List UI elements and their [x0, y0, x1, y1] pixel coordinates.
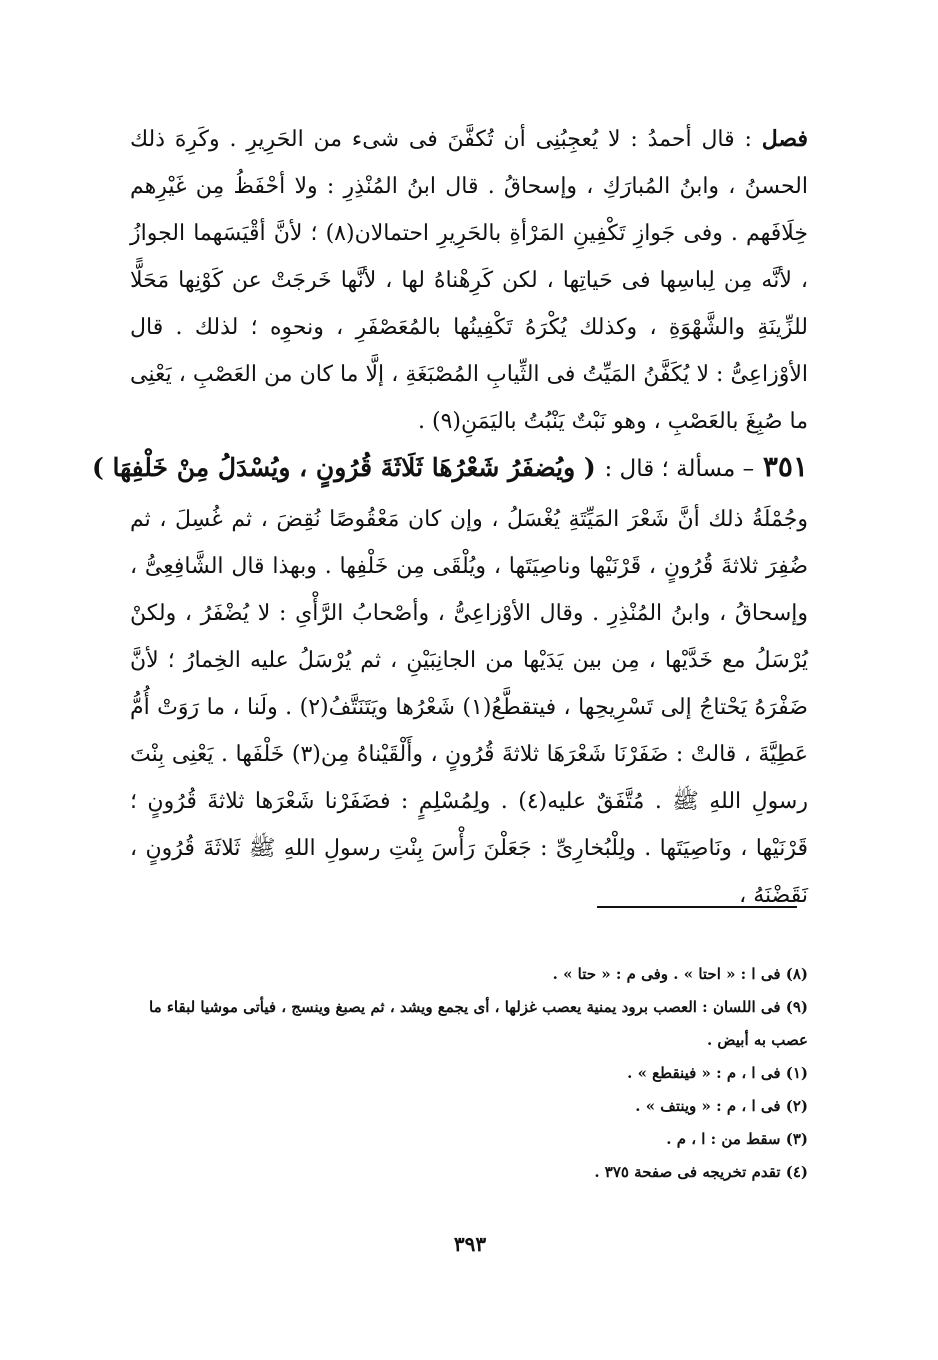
page-number: ٣٩٣	[453, 1232, 487, 1256]
footnote-4: (٤) تقدم تخريجه فى صفحة ٣٧٥ .	[594, 1163, 808, 1181]
footnotes	[130, 958, 808, 1189]
footnote-2: (٢) فى ا ، م : « وينتف » .	[635, 1097, 808, 1115]
masala-heading	[91, 445, 808, 491]
footnote-1: (١) فى ا ، م : « فينقطع » .	[627, 1064, 808, 1082]
masala-label: – مسألة ؛ قال :	[604, 456, 755, 482]
footnote-3: (٣) سقط من : ا ، م .	[666, 1130, 808, 1148]
footnote-divider	[597, 906, 797, 908]
masala-text: ( ويُضفَرُ شَعْرُهَا ثَلَاثَةَ قُرُونٍ ، ويُسْدَلُ مِنْ خَلْفِهَا )	[91, 453, 596, 482]
masala-number: ٣٥١	[762, 450, 808, 483]
section-lead-word: فصل	[761, 126, 808, 152]
paragraph-fasl-text: : قال أحمدُ : لا يُعجِبُنِى أن تُكفَّنَ فى شىء من الحَرِيرِ . وكَرِهَ ذلك الحسنُ ، وابنُ المُبارَكِ ، وإسحاقُ . قال ابنُ المُنْذِرِ : ولا أحْفَظُ مِن غَيْرِهم خِلَافَهم . وفى جَوازِ تَكْفِينِ المَرْأةِ بالحَرِيرِ احتمالان(٨) ؛ لأنَّ أقْيَسَهما الجوازُ ، لأنَّه مِن لِباسِها فى حَياتِها ، لكن كَرِهْناهُ لها ، لأنَّها خَرجَتْ عن كَوْنِها مَحَلًّا للزِّينَةِ والشَّهْوَةِ ، وكذلك يُكْرَهُ تَكْفِينُها بالمُعَصْفَرِ ، ونحوِه ؛ لذلك . قال الأوْزاعِىُّ : لا يُكَفَّنُ المَيِّتُ فى الثِّيابِ المُصْبَغَةِ ، إلَّا ما كان من العَصْبِ ، يَعْنِى ما صُبِغَ بالعَصْبِ ، وهو نَبْتٌ يَنْبُتُ باليَمَنِ(٩) .	[130, 127, 808, 434]
footnote-9: (٩) فى اللسان : العصب برود يمنية يعصب غزلها ، أى يجمع ويشد ، ثم يصبغ وينسج ، فيأتى موشيا لبقاء ما عصب به أبيض .	[149, 998, 808, 1049]
paragraph-fasl	[130, 116, 808, 445]
paragraph-commentary: وجُمْلَةُ ذلك أنَّ شَعْرَ المَيِّتَةِ يُغْسَلُ ، وإن كان مَعْقُوصًا نُقِضَ ، ثم غُسِلَ ، ثم ضُفِرَ ثلاثةَ قُرُونٍ ، قَرْنَيْها وناصِيَتَها ، ويُلْقَى مِن خَلْفِها . وبهذا قال الشَّافِعِىُّ ، وإسحاقُ ، وابنُ المُنْذِرِ . وقال الأوْزاعِىُّ ، وأصْحابُ الرَّأْىِ : لا يُضْفَرُ ، ولكنْ يُرْسَلُ مع خَدَّيْها ، مِن بين يَدَيْها من الجانِبَيْنِ ، ثم يُرْسَلُ عليه الخِمارُ ؛ لأنَّ ضَفْرَهُ يَحْتاجُ إلى تَسْرِيحِها ، فيتقطَّعُ(١) شَعْرُها ويَتَنَتَّفُ(٢) . ولَنا ، ما رَوَتْ أُمُّ عَطِيَّةَ ، قالتْ : ضَفَرْنَا شَعْرَهَا ثلاثةَ قُرُونٍ ، وأَلْقَيْناهُ مِن(٣) خَلْفَها . يَعْنِى بِنْتَ رسولِ اللهِ ﷺ . مُتَّفَقٌ عليه(٤) . ولِمُسْلِمٍ : فضَفَرْنا شَعْرَها ثلاثةَ قُرُونٍ ؛ قَرْنَيْها ، ونَاصِيَتَها . ولِلْبُخارِىِّ : جَعَلْنَ رَأْسَ بِنْتِ رسولِ اللهِ ﷺ ثَلاثَةَ قُرُونٍ ، نَقَضْنَهُ ،	[130, 507, 808, 908]
footnote-8: (٨) فى ا : « احتا » . وفى م : « حتا » .	[552, 965, 808, 983]
